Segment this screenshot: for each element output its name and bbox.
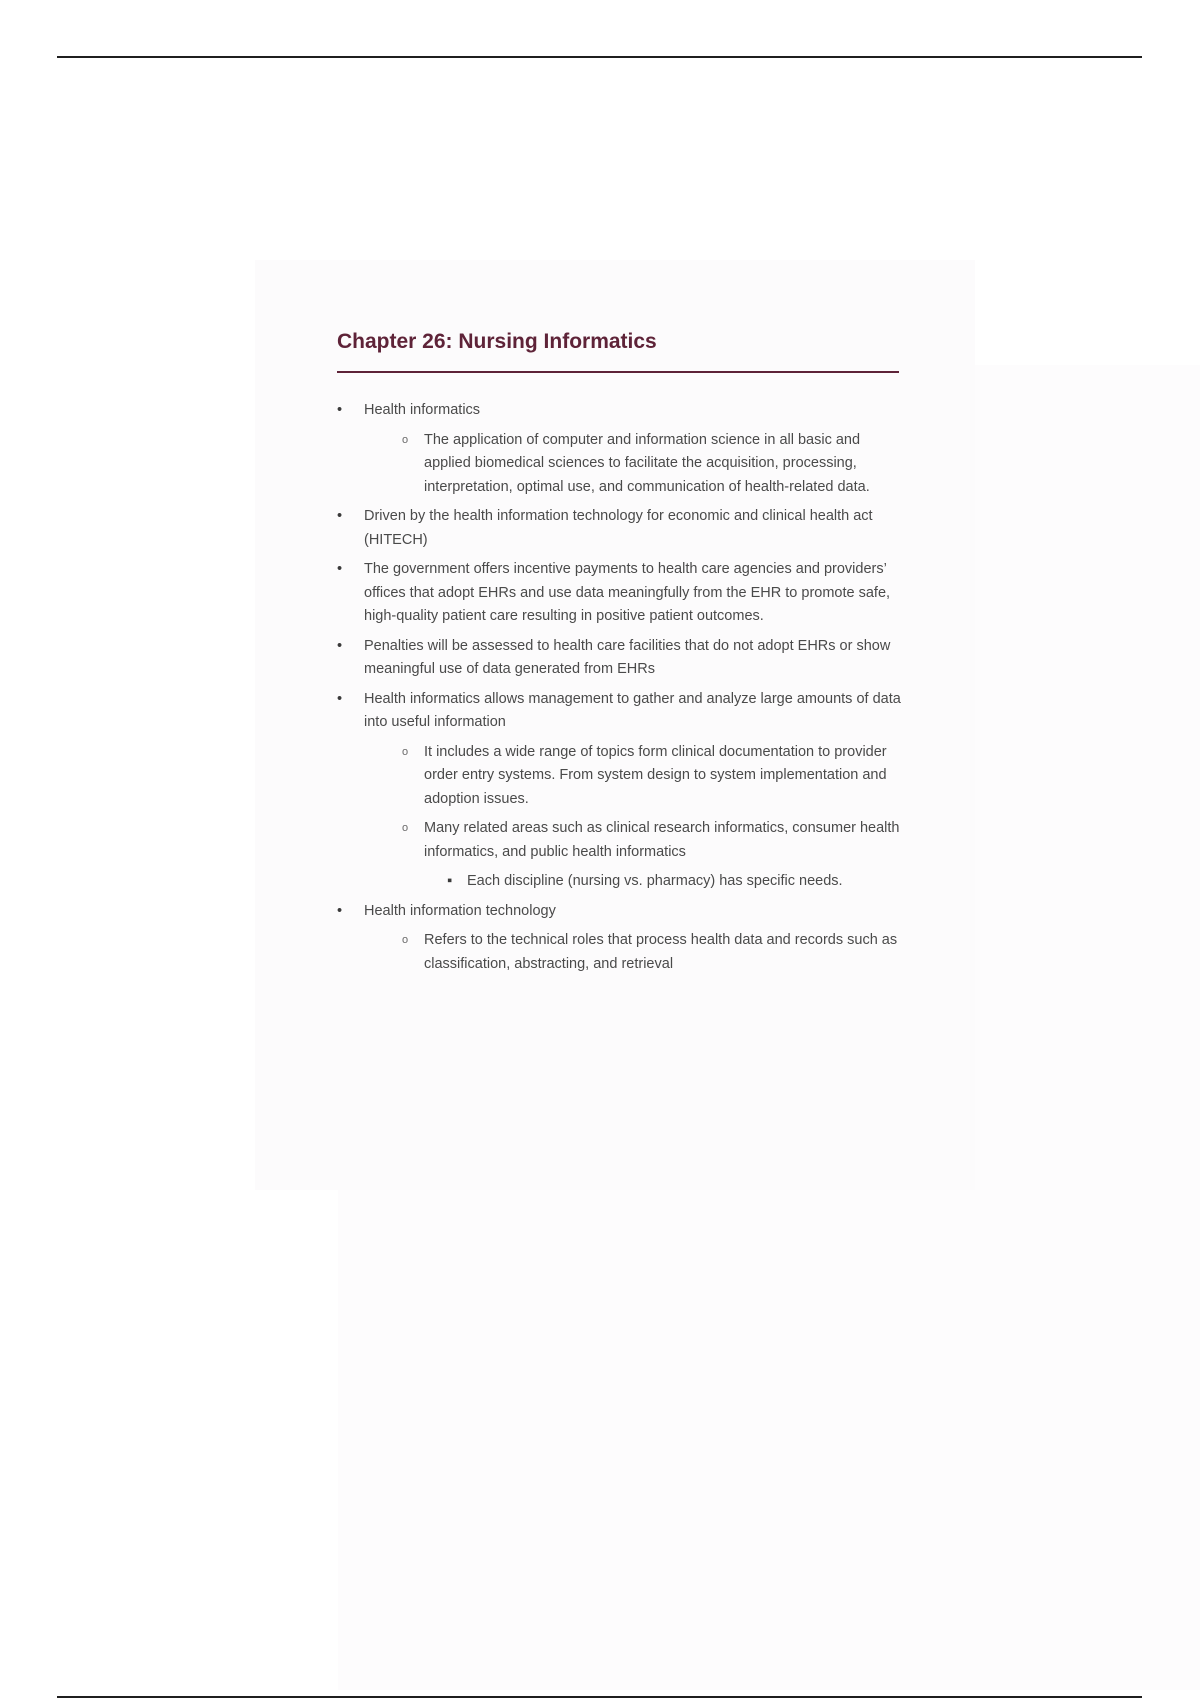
list-item xyxy=(337,635,902,682)
bullet-dot-icon: • xyxy=(337,508,343,524)
sub-list-item xyxy=(402,741,902,812)
title-underline xyxy=(337,371,899,373)
bullet-square-icon: ▪ xyxy=(447,873,453,889)
sub-list-item xyxy=(402,817,902,894)
list-item xyxy=(337,505,902,552)
sub-list-item xyxy=(402,929,902,976)
sub-bullet-list xyxy=(364,929,902,976)
bullet-dot-icon: • xyxy=(337,637,343,654)
sub-sub-bullet-list xyxy=(424,870,902,894)
bullet-dot-icon: • xyxy=(337,902,343,919)
sub-sub-list-item xyxy=(447,870,902,894)
list-item xyxy=(337,399,902,499)
document-body xyxy=(337,326,902,982)
list-item-text: The government offers incentive payments to health care agencies and providers’ offices that adopt EHRs and use data meaningfully from the EHR to promote safe, high-quality patient care resulting in positive patient outcomes. xyxy=(364,561,891,624)
bullet-circle-icon: o xyxy=(402,433,409,446)
page-bottom-rule xyxy=(57,1696,1142,1698)
sub-bullet-list xyxy=(364,741,902,894)
page-top-rule xyxy=(57,56,1142,58)
sub-list-item-text: It includes a wide range of topics form clinical documentation to provider order entry systems. From system design to system implementation and adoption issues. xyxy=(424,743,887,807)
list-item-text: Driven by the health information technology for economic and clinical health act (HITECH) xyxy=(364,508,873,548)
page-background-right xyxy=(975,365,1200,1190)
chapter-title: Chapter 26: Nursing Informatics xyxy=(337,330,657,353)
sub-list-item-text: The application of computer and information science in all basic and applied biomedical sciences to facilitate the acquisition, processing, interpretation, optimal use, and communication of health-related data. xyxy=(424,431,870,495)
list-item-text: Health information technology xyxy=(364,902,556,919)
sub-sub-list-item-text: Each discipline (nursing vs. pharmacy) has specific needs. xyxy=(467,873,843,889)
bullet-dot-icon: • xyxy=(337,402,343,418)
list-item-text: Health informatics xyxy=(364,402,481,418)
list-item xyxy=(337,558,902,629)
list-item-text: Health informatics allows management to gather and analyze large amounts of data into useful information xyxy=(364,690,901,730)
list-item-text: Penalties will be assessed to health care facilities that do not adopt EHRs or show meaningful use of data generated from EHRs xyxy=(364,637,891,677)
sub-list-item xyxy=(402,429,902,500)
sub-list-item-text: Many related areas such as clinical research informatics, consumer health informatics, and public health informatics xyxy=(424,820,900,860)
sub-bullet-list xyxy=(364,429,902,500)
bullet-dot-icon: • xyxy=(337,561,343,577)
sub-list-item-text: Refers to the technical roles that process health data and records such as classification, abstracting, and retrieval xyxy=(424,932,898,972)
bullet-circle-icon: o xyxy=(402,745,409,758)
bullet-list xyxy=(337,399,902,976)
bullet-circle-icon: o xyxy=(402,934,409,946)
bullet-circle-icon: o xyxy=(402,822,409,834)
list-item xyxy=(337,900,902,977)
bullet-dot-icon: • xyxy=(337,690,343,707)
page-background-lower xyxy=(338,1190,1200,1690)
list-item xyxy=(337,688,902,894)
